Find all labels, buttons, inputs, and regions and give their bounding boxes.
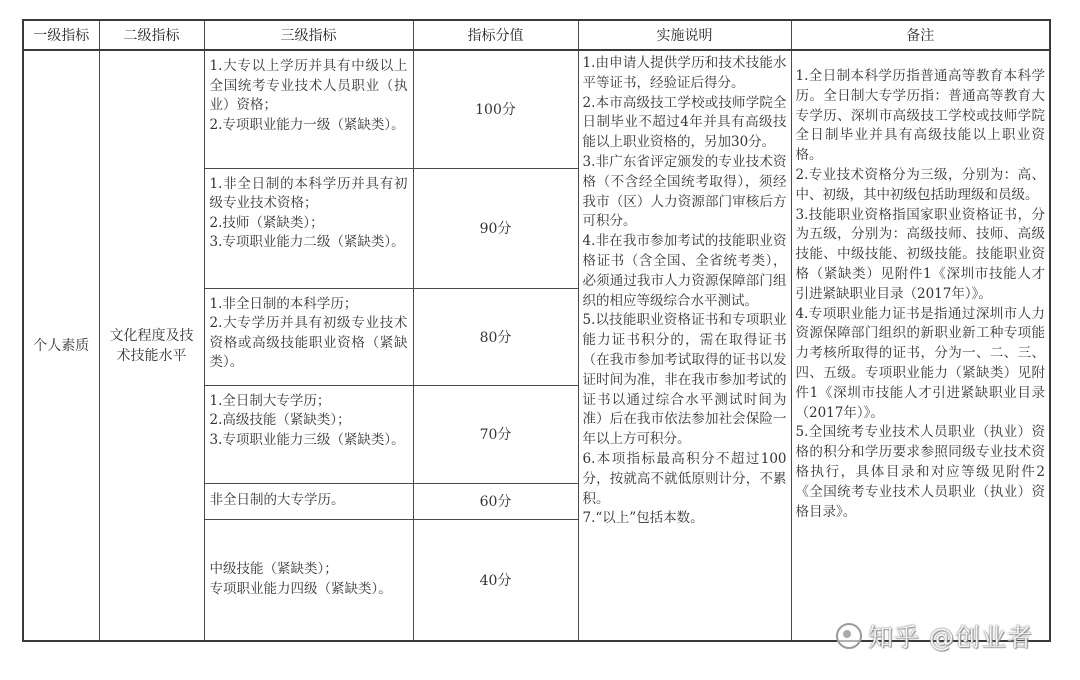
implementation-item: 2.本市高级技工学校或技师学院全日制毕业不超过4年并具有高级技能以上职业资格的，另加30分。 [582,94,787,151]
criteria-line: 2.大专学历并具有初级专业技术资格或高级技能职业资格（紧缺类）。 [209,315,408,370]
level1-cell [23,50,99,641]
score-cell: 100分 [413,50,578,168]
criteria-cell [204,483,413,519]
implementation-item: 3.非广东省评定颁发的专业技术资格（不含经全国统考取得），须经我市（区）人力资源部门审核后方可积分。 [582,153,787,230]
implementation-item: 5.以技能职业资格证书和专项职业能力证书积分的，需在取得证书（在我市参加考试取得的证书以发证时间为准，非在我市参加考试的证书以通过综合水平测试时间为准）后在我市依法参加社会保险一年以上方可积分。 [582,312,787,448]
note-item: 5.全国统考专业技术人员职业（执业）资格的积分和学历要求参照同级专业技术资格执行，具体目录和对应等级见附件2《全国统考专业技术人员职业（执业）资格目录》。 [795,424,1045,520]
criteria-line: 3.专项职业能力二级（紧缺类）。 [209,234,405,250]
header-level1: 一级指标 [23,20,99,50]
criteria-line: 2.技师（紧缺类）； [209,214,324,231]
note-item: 4.专项职业能力证书是指通过深圳市人力资源保障部门组织的新职业新工种专项能力考核所取得的证书，分为一、二、三、四、五级。专项职业能力（紧缺类）见附件1《深圳市技能人才引进紧缺职业目录（2017年）》。 [795,305,1045,421]
points-criteria-table [22,19,1051,642]
watermark [836,618,1033,654]
criteria-line: 1.大专以上学历并具有中级以上全国统考专业技术人员职业（执业）资格； [209,58,408,113]
level1-text: 个人素质 [33,337,90,354]
criteria-cell [204,519,413,641]
score-cell: 60分 [413,483,578,519]
watermark-text: 知乎 @创业者 [868,623,1033,652]
level2-cell [99,50,204,641]
implementation-cell [578,50,791,641]
implementation-item: 4.非在我市参加考试的技能职业资格证书（含全国、全省统考类），必须通过我市人力资源保障部门组织的相应等级综合水平测试。 [582,233,787,309]
criteria-line: 1.非全日制的本科学历并具有初级专业技术资格； [209,175,408,211]
criteria-line: 1.非全日制的本科学历； [209,295,358,312]
header-notes: 备注 [791,20,1050,50]
criteria-line: 3.专项职业能力三级（紧缺类）。 [209,431,405,448]
header-level3: 三级指标 [204,20,413,50]
header-implementation: 实施说明 [578,20,791,50]
implementation-item: 7.“以上”包括本数。 [582,510,704,527]
criteria-cell [204,385,413,483]
score-cell: 70分 [413,385,578,483]
note-item: 3.技能职业资格指国家职业资格证书，分为五级，分别为：高级技师、技师、高级技能、中级技能、初级技能。技能职业资格（紧缺类）见附件1《深圳市技能人才引进紧缺职业目录（2017年）》。 [795,206,1045,302]
score-cell: 40分 [413,519,578,641]
criteria-line: 专项职业能力四级（紧缺类）。 [209,580,392,597]
level2-text: 文化程度及技术技能水平 [109,327,194,364]
criteria-cell [204,50,413,168]
note-item: 1.全日制本科学历指普通高等教育本科学历。全日制大专学历指：普通高等教育大专学历、深圳市高级技工学校或技师学院全日制毕业并具有高级技能以上职业资格。 [795,68,1045,164]
score-cell: 90分 [413,168,578,288]
notes-cell [791,50,1050,641]
note-item: 2.专业技术资格分为三级，分别为：高、中、初级，其中初级包括助理级和员级。 [795,166,1045,203]
score-cell: 80分 [413,288,578,385]
criteria-line: 2.专项职业能力一级（紧缺类）。 [209,116,405,133]
table-row [23,50,1050,168]
zhihu-logo-icon [836,623,862,649]
header-level2: 二级指标 [99,20,204,50]
criteria-line: 中级技能（紧缺类）； [209,561,338,578]
implementation-item: 1.由申请人提供学历和技术技能水平等证书，经验证后得分。 [582,55,787,91]
criteria-cell [204,288,413,385]
criteria-line: 非全日制的大专学历。 [209,492,345,509]
criteria-line: 1.全日制大专学历； [209,392,331,409]
implementation-item: 6.本项指标最高积分不超过100分，按就高不就低原则计分，不累积。 [582,450,787,507]
criteria-line: 2.高级技能（紧缺类）； [209,412,351,428]
header-row [23,20,1050,50]
header-score: 指标分值 [413,20,578,50]
criteria-cell [204,168,413,288]
